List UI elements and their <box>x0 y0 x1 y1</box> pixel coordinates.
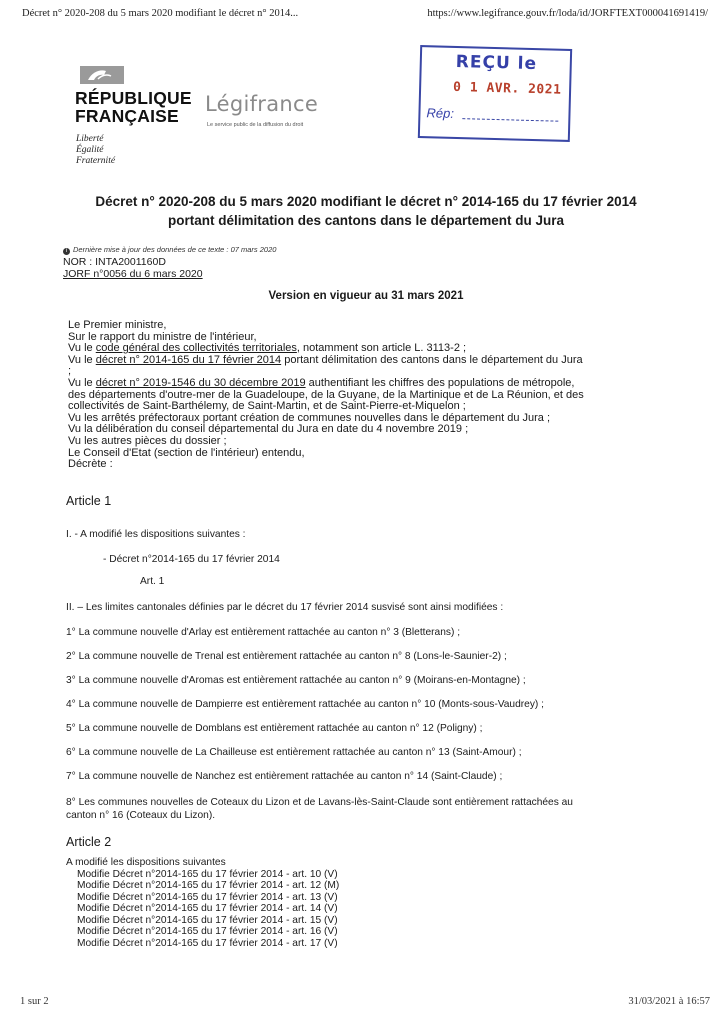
article-1-item: 4° La commune nouvelle de Dampierre est entièrement rattachée au canton n° 10 (Monts-sous-Vaudrey) ; <box>66 699 544 710</box>
article-2-item: Modifie Décret n°2014-165 du 17 février 2014 - art. 13 (V) <box>77 891 338 903</box>
print-header-title: Décret n° 2020-208 du 5 mars 2020 modifiant le décret n° 2014... <box>22 8 299 19</box>
decret-2019-1546-link[interactable]: décret n° 2019-1546 du 30 décembre 2019 <box>95 376 306 389</box>
article-2-item: Modifie Décret n°2014-165 du 17 février 2014 - art. 17 (V) <box>77 937 338 949</box>
article-1-item: 3° La commune nouvelle d'Aromas est entièrement rattachée au canton n° 9 (Moirans-en-Montagne) ; <box>66 675 526 686</box>
cgct-link[interactable]: code général des collectivités territoriales <box>95 342 297 355</box>
article-2-item: Modifie Décret n°2014-165 du 17 février 2014 - art. 12 (M) <box>77 880 340 891</box>
visa-line: Décrète : <box>68 458 113 471</box>
last-update-note: i Dernière mise à jour des données de ce texte : 07 mars 2020 <box>63 245 276 255</box>
visa-line: Vu le décret n° 2019-1546 du 30 décembre 2019 authentifiant les chiffres des populations de métropole, <box>68 376 575 389</box>
visa-line: collectivités de Saint-Barthélemy, de Saint-Martin, et de Saint-Pierre-et-Miquelon ; <box>68 400 466 413</box>
article-2-intro: A modifié les dispositions suivantes <box>66 857 226 868</box>
visa-line: Vu les arrêtés préfectoraux portant création de communes nouvelles dans le département du Jura ; <box>68 411 551 424</box>
article-1-item-8: 8° Les communes nouvelles de Coteaux du Lizon et de Lavans-lès-Saint-Claude sont entièrement rattachées au canton n° 16 (Coteaux du Lizon). <box>66 797 573 821</box>
print-timestamp: 31/03/2021 à 16:57 <box>628 996 710 1007</box>
article-2-item: Modifie Décret n°2014-165 du 17 février 2014 - art. 10 (V) <box>77 868 338 880</box>
stamp-title: REÇU le <box>455 51 538 75</box>
info-icon: i <box>63 248 70 255</box>
article-2-item: Modifie Décret n°2014-165 du 17 février 2014 - art. 16 (V) <box>77 926 338 937</box>
print-header-url: https://www.legifrance.gouv.fr/loda/id/JORFTEXT000041691419/ <box>427 8 708 19</box>
article-1-decree-ref: - Décret n°2014-165 du 17 février 2014 <box>103 554 280 565</box>
article-2-item: Modifie Décret n°2014-165 du 17 février 2014 - art. 14 (V) <box>77 903 338 914</box>
article-1-item: 2° La commune nouvelle de Trenal est entièrement rattachée au canton n° 8 (Lons-le-Saunier-2) ; <box>66 651 507 662</box>
jorf-reference-link[interactable]: JORF n°0056 du 6 mars 2020 <box>63 268 203 280</box>
article-2-heading: Article 2 <box>66 835 112 849</box>
nor-reference: NOR : INTA2001160D <box>63 256 166 268</box>
visa-line: des départements d'outre-mer de la Guadeloupe, de la Guyane, de la Martinique et de La Réunion, et des <box>68 388 584 401</box>
article-1-item: 7° La commune nouvelle de Nanchez est entièrement rattachée au canton n° 14 (Saint-Claude) ; <box>66 771 503 782</box>
visa-line: ; <box>68 365 72 378</box>
visa-line: Vu les autres pièces du dossier ; <box>68 434 227 447</box>
visas-block <box>68 320 668 471</box>
republique-francaise-label: RÉPUBLIQUE FRANÇAISE <box>75 88 192 126</box>
visa-line: Le Premier ministre, <box>68 319 167 331</box>
page-counter: 1 sur 2 <box>20 996 49 1007</box>
visa-line: Vu le code général des collectivités territoriales, notamment son article L. 3113-2 ; <box>68 342 467 355</box>
article-1-intro: I. - A modifié les dispositions suivantes : <box>66 529 246 540</box>
received-stamp <box>418 45 572 142</box>
article-1-item: 1° La commune nouvelle d'Arlay est entièrement rattachée au canton n° 3 (Bletterans) ; <box>66 627 461 638</box>
article-1-section-ii: II. – Les limites cantonales définies par le décret du 17 février 2014 susvisé sont ainsi modifiées : <box>66 602 504 613</box>
decret-2014-165-link[interactable]: décret n° 2014-165 du 17 février 2014 <box>95 353 282 366</box>
version-heading: Version en vigueur au 31 mars 2021 <box>268 290 464 302</box>
legifrance-tagline: Le service public de la diffusion du droit <box>207 122 304 128</box>
legifrance-logo: Légifrance <box>205 92 319 116</box>
stamp-date: 0 1 AVR. 2021 <box>452 79 562 98</box>
article-2-list <box>66 857 339 949</box>
marianne-logo-icon <box>80 66 124 84</box>
visa-line: Vu la délibération du conseil départemental du Jura en date du 4 novembre 2019 ; <box>68 423 469 436</box>
visa-line: Le Conseil d'Etat (section de l'intérieur) entendu, <box>68 446 305 459</box>
article-1-heading: Article 1 <box>66 494 112 508</box>
visa-line: Vu le décret n° 2014-165 du 17 février 2014 portant délimitation des cantons dans le département du Jura <box>68 353 583 366</box>
stamp-dashed-line <box>462 118 558 122</box>
article-1-art-ref: Art. 1 <box>140 576 165 587</box>
visa-line: Sur le rapport du ministre de l'intérieur, <box>68 330 257 343</box>
article-1-item: 5° La commune nouvelle de Domblans est entièrement rattachée au canton n° 12 (Poligny) ; <box>66 723 483 734</box>
republic-motto: Liberté Égalité Fraternité <box>76 134 116 166</box>
stamp-rep-label: Rép: <box>426 105 455 121</box>
article-1-item: 6° La commune nouvelle de La Chailleuse est entièrement rattachée au canton n° 13 (Saint-Amour) ; <box>66 747 522 758</box>
document-title: Décret n° 2020-208 du 5 mars 2020 modifiant le décret n° 2014-165 du 17 février 2014 portant délimitation des cantons dans le département du Jura <box>95 194 637 228</box>
article-2-item: Modifie Décret n°2014-165 du 17 février 2014 - art. 15 (V) <box>77 914 338 926</box>
